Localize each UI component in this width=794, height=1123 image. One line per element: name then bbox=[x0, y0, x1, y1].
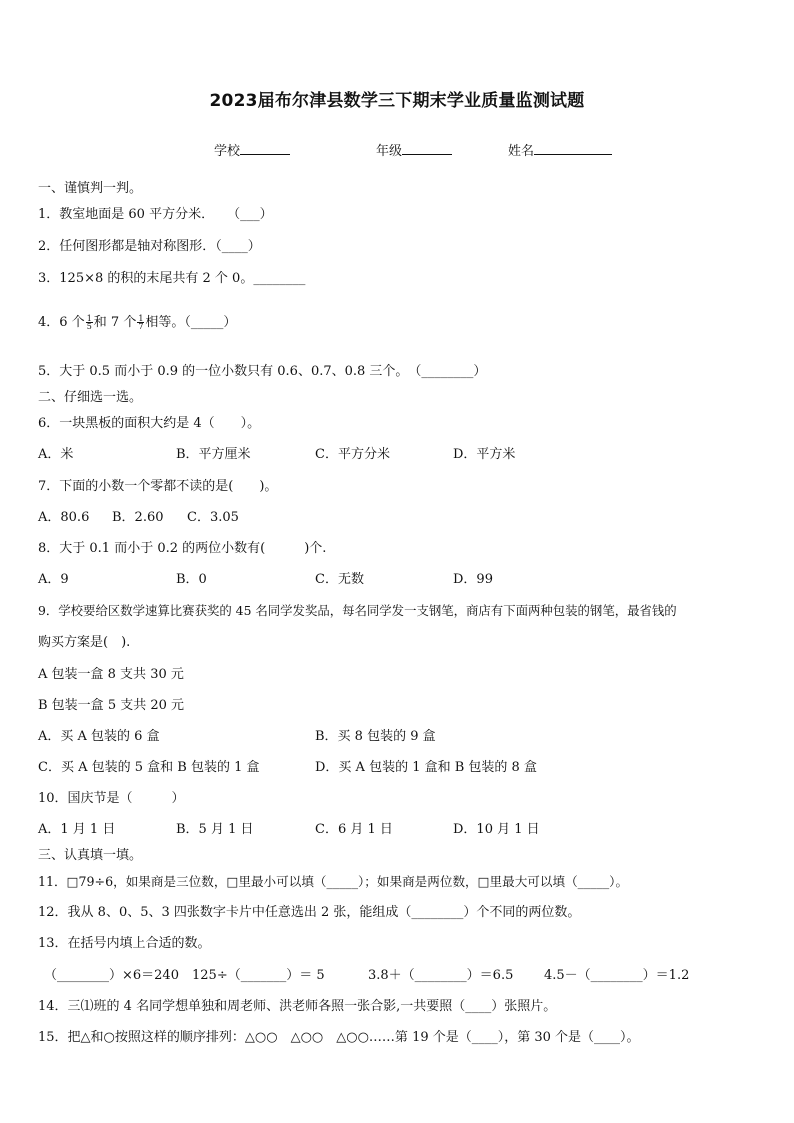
option-b[interactable]: B．5 月 1 日 bbox=[176, 822, 254, 837]
fraction-numerator: 1 bbox=[138, 314, 144, 323]
option-c[interactable]: C．无数 bbox=[315, 572, 364, 587]
question-11: 11．□79÷6，如果商是三位数，□里最小可以填（_____）；如果商是两位数，□里最大可以填（_____）。 bbox=[38, 874, 629, 889]
grade-blank[interactable] bbox=[402, 142, 452, 155]
option-a[interactable]: A．米 bbox=[38, 447, 74, 462]
question-5: 5．大于 0.5 而小于 0.9 的一位小数只有 0.6、0.7、0.8 三个。 （________） bbox=[38, 364, 487, 379]
question-6: 6．一块黑板的面积大约是 4（ ）。 bbox=[38, 416, 261, 431]
option-c[interactable]: C．买 A 包装的 5 盒和 B 包装的 1 盒 bbox=[38, 760, 260, 775]
option-c[interactable]: C．平方分米 bbox=[315, 447, 390, 462]
grade-label: 年级 bbox=[376, 144, 403, 159]
fraction-numerator: 1 bbox=[86, 314, 92, 323]
question-9-cont: 购买方案是( ). bbox=[38, 635, 131, 650]
question-1: 1．教室地面是 60 平方分米． （___） bbox=[38, 207, 273, 222]
fill-blank-equation[interactable]: 4.5－（________）＝1.2 bbox=[544, 968, 690, 983]
option-b[interactable]: B．0 bbox=[176, 572, 207, 587]
option-c[interactable]: C．3.05 bbox=[187, 510, 239, 525]
option-a[interactable]: A．买 A 包装的 6 盒 bbox=[38, 729, 160, 744]
option-c[interactable]: C．6 月 1 日 bbox=[315, 822, 393, 837]
option-b[interactable]: B．2.60 bbox=[112, 510, 164, 525]
question-4-part: 和 7 个 bbox=[93, 315, 137, 330]
fraction bbox=[86, 315, 93, 330]
package-b-info: B 包装一盒 5 支共 20 元 bbox=[38, 698, 185, 713]
question-9: 9．学校要给区数学速算比赛获奖的 45 名同学发奖品，每名同学发一支钢笔，商店有下面两种包装的钢笔，最省钱的 bbox=[38, 603, 677, 618]
section-heading: 一、谨慎判一判。 bbox=[38, 181, 143, 196]
question-7: 7．下面的小数一个零都不读的是( )。 bbox=[38, 479, 278, 494]
package-a-info: A 包装一盒 8 支共 30 元 bbox=[38, 667, 184, 682]
question-4-part: 相等。（_____） bbox=[145, 315, 237, 330]
page-title: 2023届布尔津县数学三下期末学业质量监测试题 bbox=[209, 91, 585, 111]
option-a[interactable]: A．1 月 1 日 bbox=[38, 822, 116, 837]
section-heading: 二、仔细选一选。 bbox=[38, 390, 143, 405]
option-a[interactable]: A．9 bbox=[38, 572, 69, 587]
option-d[interactable]: D．10 月 1 日 bbox=[453, 822, 540, 837]
name-field[interactable] bbox=[508, 140, 612, 159]
question-15: 15．把△和○按照这样的顺序排列：△○○ △○○ △○○……第 19 个是（____），第 30 个是（____）。 bbox=[38, 1030, 640, 1045]
school-blank[interactable] bbox=[240, 142, 290, 155]
grade-field[interactable] bbox=[376, 140, 452, 159]
question-3: 3．125×8 的积的末尾共有 2 个 0。________ bbox=[38, 271, 306, 286]
question-4 bbox=[38, 315, 236, 331]
question-12: 12．我从 8、0、5、3 四张数字卡片中任意选出 2 张，能组成（________）个不同的两位数。 bbox=[38, 905, 581, 920]
question-10: 10．国庆节是（ ） bbox=[38, 791, 185, 806]
fraction-denominator: 5 bbox=[86, 322, 92, 331]
question-14: 14．三⑴班的 4 名同学想单独和周老师、洪老师各照一张合影,一共要照（____）张照片。 bbox=[38, 999, 557, 1014]
school-label: 学校 bbox=[214, 144, 241, 159]
option-d[interactable]: D．99 bbox=[453, 572, 493, 587]
question-8: 8．大于 0.1 而小于 0.2 的两位小数有( )个. bbox=[38, 541, 327, 556]
name-label: 姓名 bbox=[508, 144, 535, 159]
section-heading: 三、认真填一填。 bbox=[38, 848, 143, 863]
option-a[interactable]: A．80.6 bbox=[38, 510, 90, 525]
fill-blank-equation[interactable]: 3.8＋（________）＝6.5 bbox=[368, 968, 514, 983]
fraction bbox=[137, 315, 144, 330]
option-b[interactable]: B．买 8 包装的 9 盒 bbox=[315, 729, 436, 744]
option-d[interactable]: D．平方米 bbox=[453, 447, 516, 462]
question-13: 13．在括号内填上合适的数。 bbox=[38, 936, 211, 951]
question-2: 2．任何图形都是轴对称图形．（____） bbox=[38, 239, 261, 254]
fill-blank-equation[interactable]: （________）×6＝240 bbox=[44, 968, 179, 983]
fraction-denominator: 7 bbox=[138, 322, 144, 331]
question-4-part: 4．6 个 bbox=[38, 315, 85, 330]
name-blank[interactable] bbox=[534, 142, 612, 155]
fill-blank-equation[interactable]: 125÷（_______）＝ 5 bbox=[192, 968, 325, 983]
school-field[interactable] bbox=[214, 140, 290, 159]
option-b[interactable]: B．平方厘米 bbox=[176, 447, 251, 462]
option-d[interactable]: D．买 A 包装的 1 盒和 B 包装的 8 盒 bbox=[315, 760, 537, 775]
